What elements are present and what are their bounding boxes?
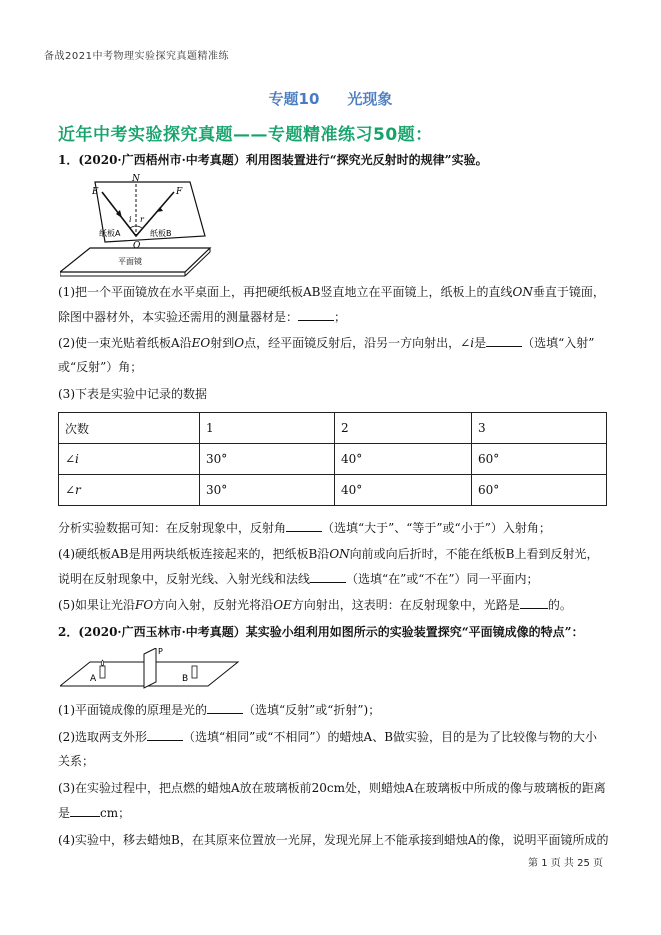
table-row: [59, 475, 607, 506]
q1-stem: 1．(2020·广西梧州市·中考真题）利用图装置进行“探究光反射时的规律”实验。: [58, 153, 488, 167]
label-P: P: [158, 648, 163, 656]
candle-b: [192, 666, 197, 678]
q2-figure: [60, 648, 240, 690]
q1-part4-line1: (4)硬纸板AB是用两块纸板连接起来的，把纸板B沿ON向前或向后折时，不能在纸板B上看到反射光，: [58, 547, 599, 561]
q2-part3-line1: (3)在实验过程中，把点燃的蜡烛A放在玻璃板前20cm处，则蜡烛A在玻璃板中所成的像与玻璃板的距离: [58, 781, 606, 795]
answer-blank[interactable]: [486, 336, 522, 347]
answer-blank[interactable]: [207, 703, 243, 714]
answer-blank[interactable]: [520, 598, 548, 609]
table-cell: ∠r: [59, 475, 200, 506]
table-cell: 2: [335, 413, 472, 444]
q2-part1: (1)平面镜成像的原理是光的 （选填“反射”或“折射”)；: [58, 703, 381, 717]
q2-part2-line1: (2)选取两支外形 （选填“相同”或“不相同”）的蜡烛A、B做实验，目的是为了比较像与物的大小: [58, 730, 598, 744]
page-header: 备战2021中考物理实验探究真题精准练: [44, 51, 229, 62]
answer-blank[interactable]: [286, 521, 322, 532]
q1-part2-line2: 或“反射”）角；: [58, 360, 143, 374]
table-cell: 1: [200, 413, 335, 444]
table-cell: 40°: [335, 475, 472, 506]
q1-analysis: 分析实验数据可知：在反射现象中，反射角 （选填“大于”、“等于”或“小于”）入射角；: [58, 521, 551, 535]
answer-blank[interactable]: [70, 806, 100, 817]
q1-part1-line1: (1)把一个平面镜放在水平桌面上，再把硬纸板AB竖直地立在平面镜上，纸板上的直线ON垂直于镜面，: [58, 285, 605, 299]
q1-part3: (3)下表是实验中记录的数据: [58, 387, 207, 401]
table-row: [59, 444, 607, 475]
table-cell: 30°: [200, 475, 335, 506]
label-F: F: [176, 187, 183, 197]
q2-part3-line2: 是 cm；: [58, 806, 131, 820]
label-O: O: [133, 241, 141, 251]
table-cell: 60°: [472, 475, 607, 506]
table-cell: 60°: [472, 444, 607, 475]
answer-blank[interactable]: [298, 310, 334, 321]
label-N: N: [132, 174, 140, 184]
label-board-b: 纸板B: [150, 229, 172, 238]
page-footer: 第 1 页 共 25 页: [528, 858, 603, 869]
q1-part5: (5)如果让光沿FO方向入射，反射光将沿OE方向射出，这表明：在反射现象中，光路是 的。: [58, 598, 572, 612]
q2-part2-line2: 关系；: [58, 754, 95, 768]
q2-part4: (4)实验中，移去蜡烛B，在其原来位置放一光屏，发现光屏上不能承接到蜡烛A的像，说明平面镜所成的: [58, 833, 609, 847]
label-r: r: [140, 215, 144, 224]
answer-blank[interactable]: [310, 572, 346, 583]
topic-name: 光现象: [347, 90, 393, 108]
q1-figure: [60, 170, 220, 280]
label-board-a: 纸板A: [99, 229, 121, 238]
table-cell: 40°: [335, 444, 472, 475]
table-cell: 次数: [59, 413, 200, 444]
label-E: E: [92, 187, 99, 197]
topic-number: 专题10: [268, 90, 320, 108]
section-banner: 近年中考实验探究真题——专题精准练习50题：: [58, 125, 433, 145]
table-cell: ∠i: [59, 444, 200, 475]
label-i: i: [129, 215, 132, 224]
label-B: B: [182, 674, 189, 684]
table-cell: 3: [472, 413, 607, 444]
answer-blank[interactable]: [147, 730, 183, 741]
q1-part1-line2: 除图中器材外，本实验还需用的测量器材是： ；: [58, 310, 347, 324]
topic-title: [0, 88, 661, 109]
q1-part4-line2: 说明在反射现象中，反射光线、入射光线和法线 （选填“在”或“不在”）同一平面内；: [58, 572, 539, 586]
table-cell: 30°: [200, 444, 335, 475]
data-table: [58, 412, 607, 506]
label-mirror: 平面镜: [118, 257, 142, 266]
label-A: A: [90, 674, 97, 684]
q1-part2-line1: (2)使一束光贴着纸板A沿EO射到O点，经平面镜反射后，沿另一方向射出，∠i是 （选填“入射”: [58, 336, 595, 350]
table-row: [59, 413, 607, 444]
candle-a: [100, 666, 105, 678]
q2-stem: 2．(2020·广西玉林市·中考真题）某实验小组利用如图所示的实验装置探究“平面镜成像的特点”：: [58, 625, 584, 639]
glass-plate: [144, 648, 156, 688]
